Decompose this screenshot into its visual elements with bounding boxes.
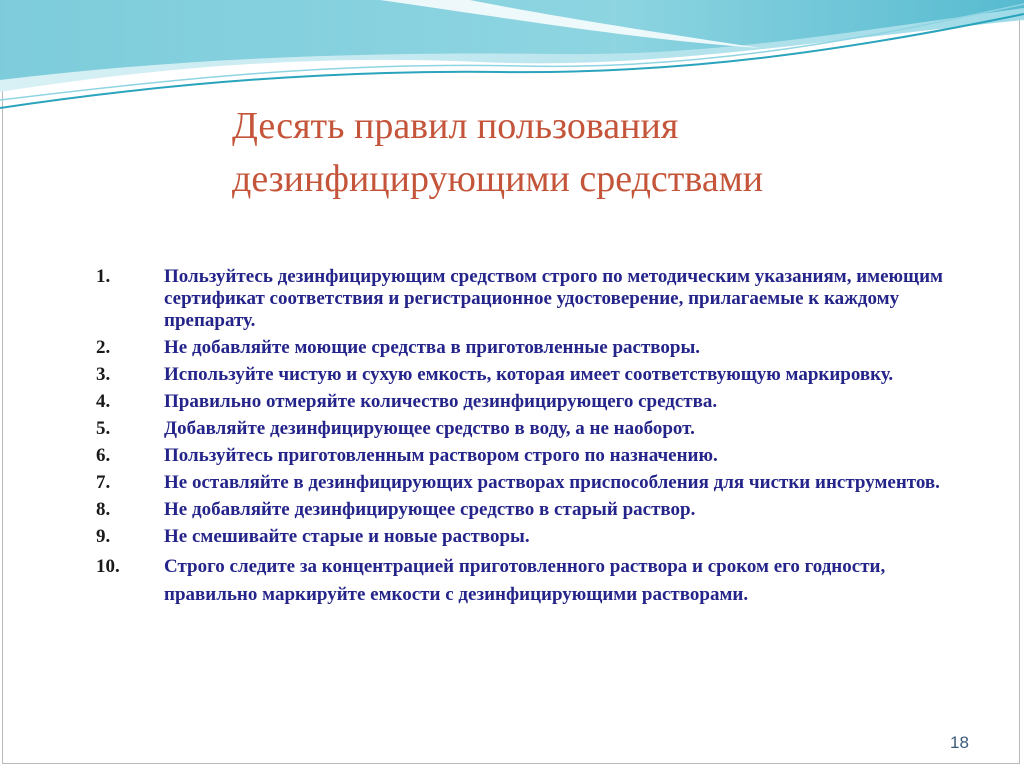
rule-item bbox=[96, 391, 956, 413]
rule-text: Не оставляйте в дезинфицирующих растворах приспособления для чистки инструментов. bbox=[164, 472, 940, 493]
rule-text: Не смешивайте старые и новые растворы. bbox=[164, 526, 530, 547]
rule-number: 3. bbox=[96, 364, 111, 385]
rule-item bbox=[96, 337, 956, 359]
rule-number: 6. bbox=[96, 445, 111, 466]
page-number: 18 bbox=[950, 733, 969, 752]
rule-text: Правильно отмеряйте количество дезинфицирующего средства. bbox=[164, 391, 718, 412]
rule-text: Не добавляйте дезинфицирующее средство в старый раствор. bbox=[164, 499, 696, 520]
rule-number: 10. bbox=[96, 556, 120, 577]
rule-text: Пользуйтесь дезинфицирующим средством строго по методическим указаниям, имеющим сертификат соответствия и регистрационное удостоверение, прилагаемые к каждому препарату. bbox=[164, 266, 943, 331]
rule-number: 2. bbox=[96, 337, 111, 358]
rule-text: Пользуйтесь приготовленным раствором строго по назначению. bbox=[164, 445, 718, 466]
rule-text: Добавляйте дезинфицирующее средство в воду, а не наоборот. bbox=[164, 418, 695, 439]
rule-item bbox=[96, 364, 956, 386]
rule-item bbox=[96, 472, 956, 494]
rule-item bbox=[96, 526, 956, 548]
rule-item bbox=[96, 553, 956, 609]
rule-number: 9. bbox=[96, 526, 111, 547]
rule-text: Строго следите за концентрацией приготовленного раствора и сроком его годности, правильно маркируйте емкости с дезинфицирующими растворами. bbox=[164, 556, 886, 605]
rules-list bbox=[96, 266, 956, 614]
rule-number: 4. bbox=[96, 391, 111, 412]
slide-title bbox=[232, 100, 932, 206]
rule-text: Используйте чистую и сухую емкость, которая имеет соответствующую маркировку. bbox=[164, 364, 894, 385]
rule-number: 8. bbox=[96, 499, 111, 520]
rule-number: 7. bbox=[96, 472, 111, 493]
slide-title-line-2: дезинфицирующими средствами bbox=[232, 158, 764, 200]
rule-number: 5. bbox=[96, 418, 111, 439]
rule-item bbox=[96, 499, 956, 521]
rule-item bbox=[96, 445, 956, 467]
rule-item bbox=[96, 418, 956, 440]
rule-item bbox=[96, 266, 956, 332]
rule-text: Не добавляйте моющие средства в приготовленные растворы. bbox=[164, 337, 701, 358]
rule-number: 1. bbox=[96, 266, 111, 287]
slide-title-line-1: Десять правил пользования bbox=[232, 105, 679, 147]
